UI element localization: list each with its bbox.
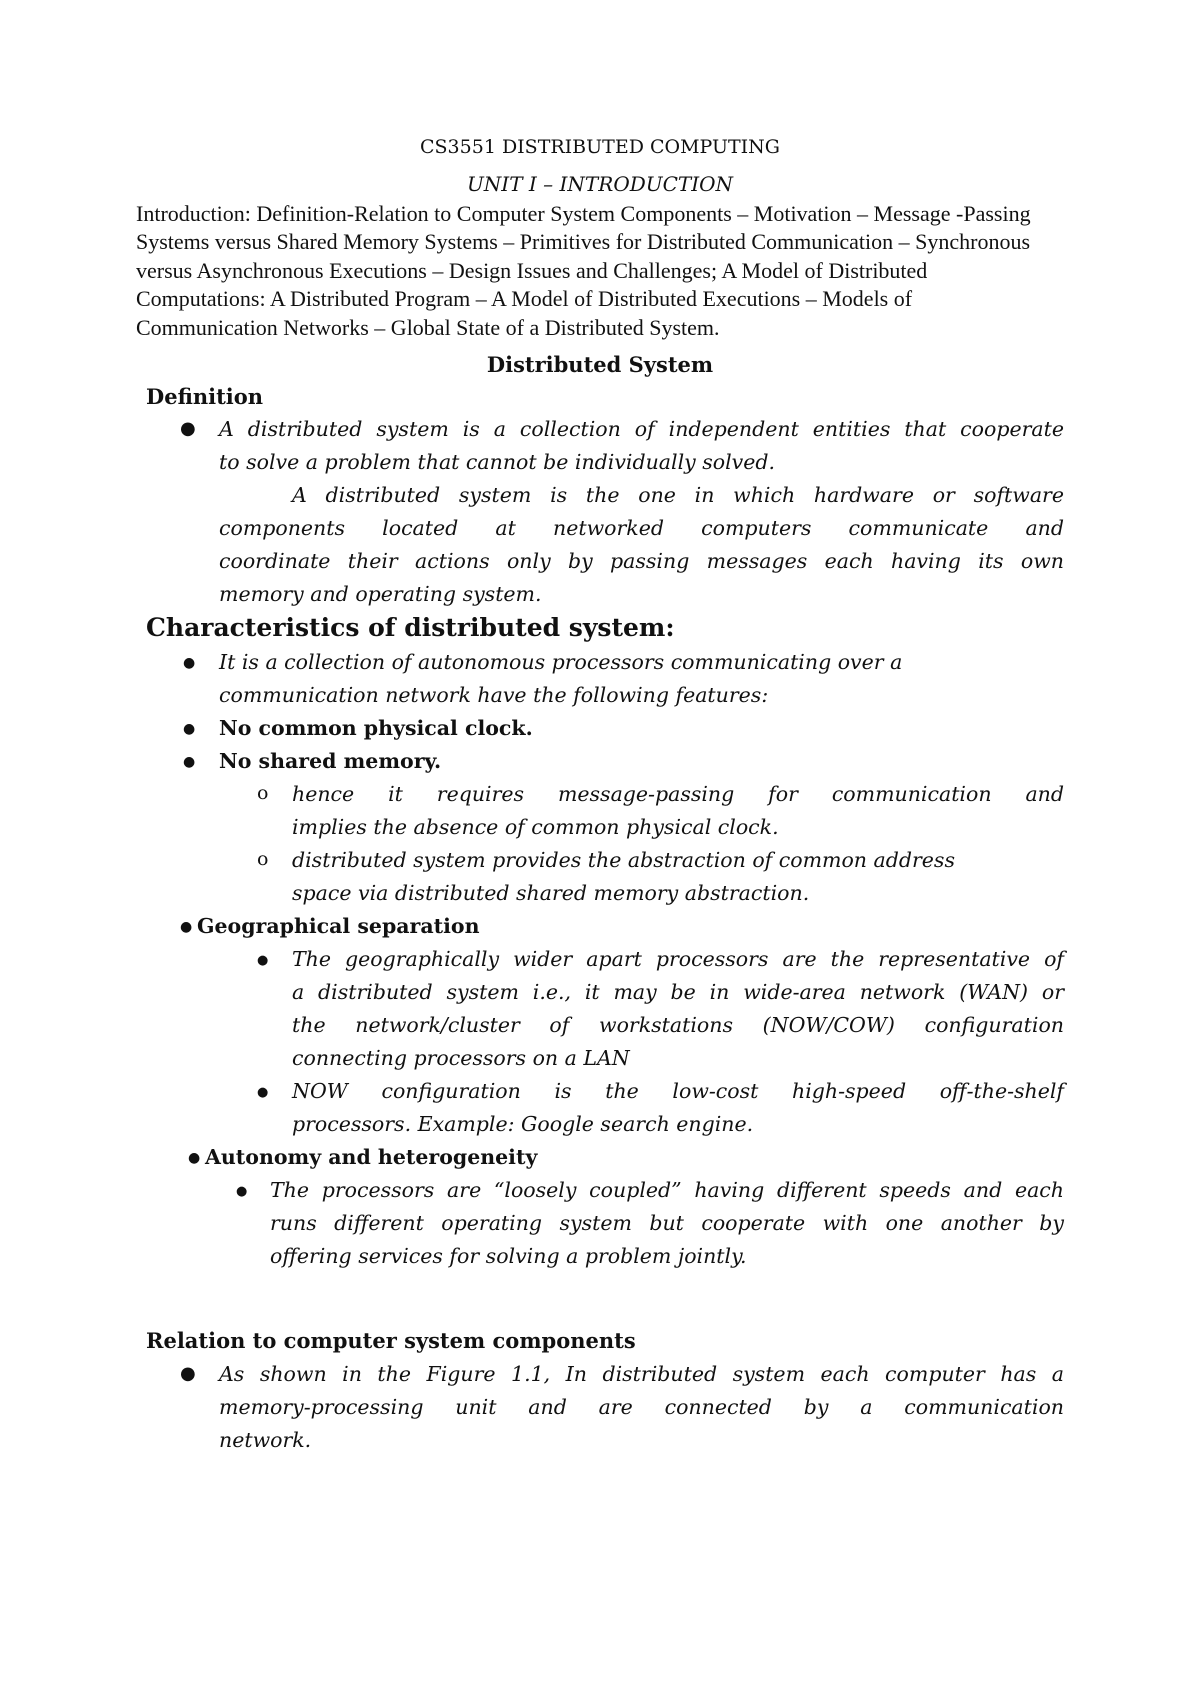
geo-sub-line: connecting processors on a LAN: [292, 1046, 630, 1070]
relation-line: network.: [219, 1428, 312, 1452]
bullet-icon: ●: [257, 1085, 269, 1100]
memory-sub-line: implies the absence of common physical clock.: [292, 815, 779, 839]
feature-no-memory: No shared memory.: [219, 749, 442, 773]
unit-title: UNIT I – INTRODUCTION: [466, 172, 734, 196]
syllabus-line: Systems versus Shared Memory Systems – Primitives for Distributed Communication – Synchronous: [136, 229, 1031, 255]
memory-sub-line: distributed system provides the abstraction of common address: [292, 848, 955, 872]
definition-para-line: components located at networked computers communicate and: [219, 516, 1064, 540]
bullet-icon: ●: [180, 919, 193, 935]
feature-autonomy-heterogeneity: Autonomy and heterogeneity: [205, 1145, 538, 1169]
syllabus-line: Computations: A Distributed Program – A Model of Distributed Executions – Models of: [136, 286, 913, 312]
memory-sub-line: space via distributed shared memory abstraction.: [292, 881, 810, 905]
course-title: CS3551 DISTRIBUTED COMPUTING: [420, 136, 780, 158]
syllabus-line: Communication Networks – Global State of a Distributed System.: [136, 314, 720, 340]
bullet-icon: ●: [180, 418, 196, 439]
geo-sub-line: processors. Example: Google search engine.: [292, 1112, 754, 1136]
syllabus-paragraph: [136, 200, 1136, 342]
autonomy-sub-line: offering services for solving a problem jointly.: [270, 1244, 747, 1268]
definition-line: A distributed system is a collection of independent entities that cooperate: [219, 417, 1064, 441]
bullet-icon: ●: [236, 1184, 248, 1199]
characteristics-heading: Characteristics of distributed system:: [146, 613, 675, 642]
feature-no-clock: No common physical clock.: [219, 716, 533, 740]
feature-geographical-separation: Geographical separation: [197, 914, 480, 938]
geo-sub-line: NOW configuration is the low-cost high-speed off-the-shelf: [292, 1079, 1064, 1103]
definition-para-line: A distributed system is the one in which hardware or software: [292, 483, 1064, 507]
relation-heading: Relation to computer system components: [146, 1328, 636, 1353]
circle-bullet-icon: o: [257, 848, 269, 870]
relation-line: As shown in the Figure 1.1, In distributed system each computer has a: [219, 1362, 1064, 1386]
characteristics-line: It is a collection of autonomous processors communicating over a: [219, 650, 903, 674]
bullet-icon: ●: [257, 953, 269, 968]
memory-sub-line: hence it requires message-passing for communication and: [292, 782, 1064, 806]
bullet-icon: ●: [188, 1150, 201, 1166]
syllabus-line: versus Asynchronous Executions – Design Issues and Challenges; A Model of Distributed: [136, 257, 928, 283]
geo-sub-line: a distributed system i.e., it may be in wide-area network (WAN) or: [292, 980, 1064, 1004]
autonomy-sub-line: The processors are “loosely coupled” having different speeds and each: [270, 1178, 1064, 1202]
bullet-icon: ●: [183, 721, 196, 737]
definition-heading: Definition: [146, 384, 264, 409]
geo-sub-line: The geographically wider apart processors are the representative of: [292, 947, 1064, 971]
section-title: Distributed System: [486, 352, 714, 377]
definition-para-line: coordinate their actions only by passing messages each having its own: [219, 549, 1064, 573]
bullet-icon: ●: [183, 754, 196, 770]
relation-line: memory-processing unit and are connected by a communication: [219, 1395, 1064, 1419]
characteristics-line: communication network have the following features:: [219, 683, 769, 707]
bullet-icon: ●: [183, 655, 196, 671]
definition-line: to solve a problem that cannot be individually solved.: [219, 450, 776, 474]
autonomy-sub-line: runs different operating system but cooperate with one another by: [270, 1211, 1064, 1235]
syllabus-line: Introduction: Definition-Relation to Computer System Components – Motivation – Message -Passing: [136, 201, 1031, 226]
circle-bullet-icon: o: [257, 782, 269, 804]
geo-sub-line: the network/cluster of workstations (NOW/COW) configuration: [292, 1013, 1064, 1037]
bullet-icon: ●: [180, 1363, 196, 1384]
definition-para-line: memory and operating system.: [219, 582, 542, 606]
